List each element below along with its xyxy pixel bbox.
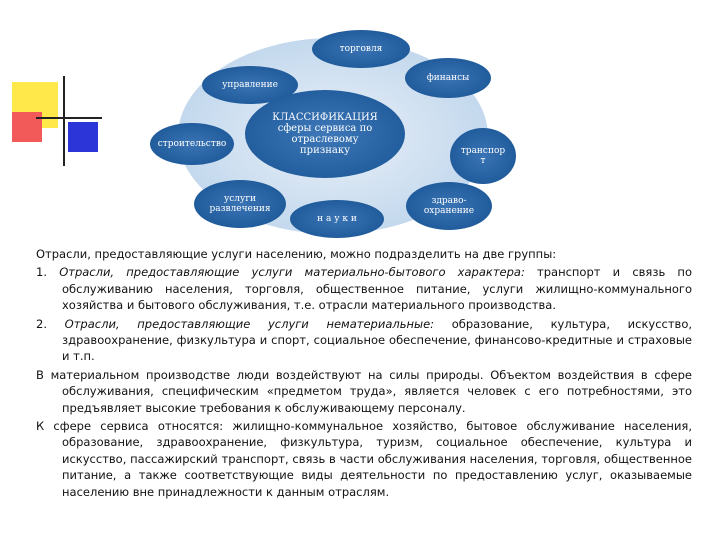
- node-label-line-2: развлечения: [209, 204, 271, 214]
- deco-horizontal-line: [36, 117, 102, 119]
- item-number: 1.: [36, 265, 47, 280]
- node-label-line-1: здраво-: [431, 196, 467, 206]
- node-label: н а у к и: [317, 214, 357, 224]
- center-line-3: отраслевому: [291, 134, 359, 145]
- body-text: [36, 246, 692, 502]
- center-line-4: признаку: [300, 145, 350, 156]
- node-uslugi: [194, 180, 286, 228]
- node-label-line-2: т: [480, 156, 486, 166]
- node-nauka: [290, 200, 384, 238]
- paragraph-3: В материальном производстве люди воздействуют на силы природы. Объектом воздействия в сфере обслуживания, специфическим «предметом труда», является человек с его потребностями, это предъявляет высокие требования к обслуживающему персоналу.: [36, 367, 692, 415]
- node-transport: [450, 128, 516, 184]
- node-label-line-1: услуги: [223, 194, 257, 204]
- node-zdravookhranenie: [406, 182, 492, 230]
- deco-vertical-line: [63, 76, 65, 166]
- intro-paragraph: Отрасли, предоставляющие услуги населению, можно подразделить на две группы:: [36, 247, 557, 261]
- node-upravlenie: [202, 66, 298, 104]
- diagram-center: [245, 90, 405, 178]
- item-number: 2.: [36, 316, 47, 331]
- center-line-1: КЛАССИФИКАЦИЯ: [272, 112, 378, 123]
- item-italic-lead: Отрасли, предоставляющие услуги нематериальные:: [64, 316, 435, 331]
- node-label: строительство: [157, 139, 227, 149]
- center-line-2: сферы сервиса по: [277, 123, 373, 134]
- list-item-2: [36, 316, 692, 365]
- item-body: образование, культура, искусство, здравоохранение, физкультура и спорт, социальное обеспечение, финансово-кредитные и страховые и т.п.: [62, 316, 693, 364]
- item-italic-lead: Отрасли, предоставляющие услуги материально-бытового характера:: [59, 265, 525, 280]
- deco-blue-square: [68, 122, 98, 152]
- node-finansy: [405, 58, 491, 98]
- node-stroitelstvo: [150, 123, 234, 165]
- node-label: управление: [222, 80, 278, 90]
- item-body: транспорт и связь по обслуживанию населения, торговля, общественное питание, услуги жилищно-коммунального хозяйства и бытового обслуживания, т.е. отрасли материального производства.: [62, 265, 692, 313]
- node-label-line-1: транспор: [460, 146, 506, 156]
- paragraph-4: К сфере сервиса относятся: жилищно-коммунальное хозяйство, бытовое обслуживание населения, образование, здравоохранение, физкультура, туризм, социальное обеспечение, культура и искусство, пассажирский транспорт, связь в части обслуживания населения, торговля, общественное питание, а также соответствующие виды деятельности по предоставлению услуг, оказываемые населению вне принадлежности к данным отраслям.: [36, 419, 692, 499]
- node-label-line-2: охранение: [423, 206, 475, 216]
- node-label: торговля: [339, 44, 383, 54]
- node-torgovlya: [312, 30, 410, 68]
- node-label: финансы: [426, 73, 470, 83]
- list-item-1: [36, 264, 692, 313]
- classification-diagram: [150, 30, 510, 240]
